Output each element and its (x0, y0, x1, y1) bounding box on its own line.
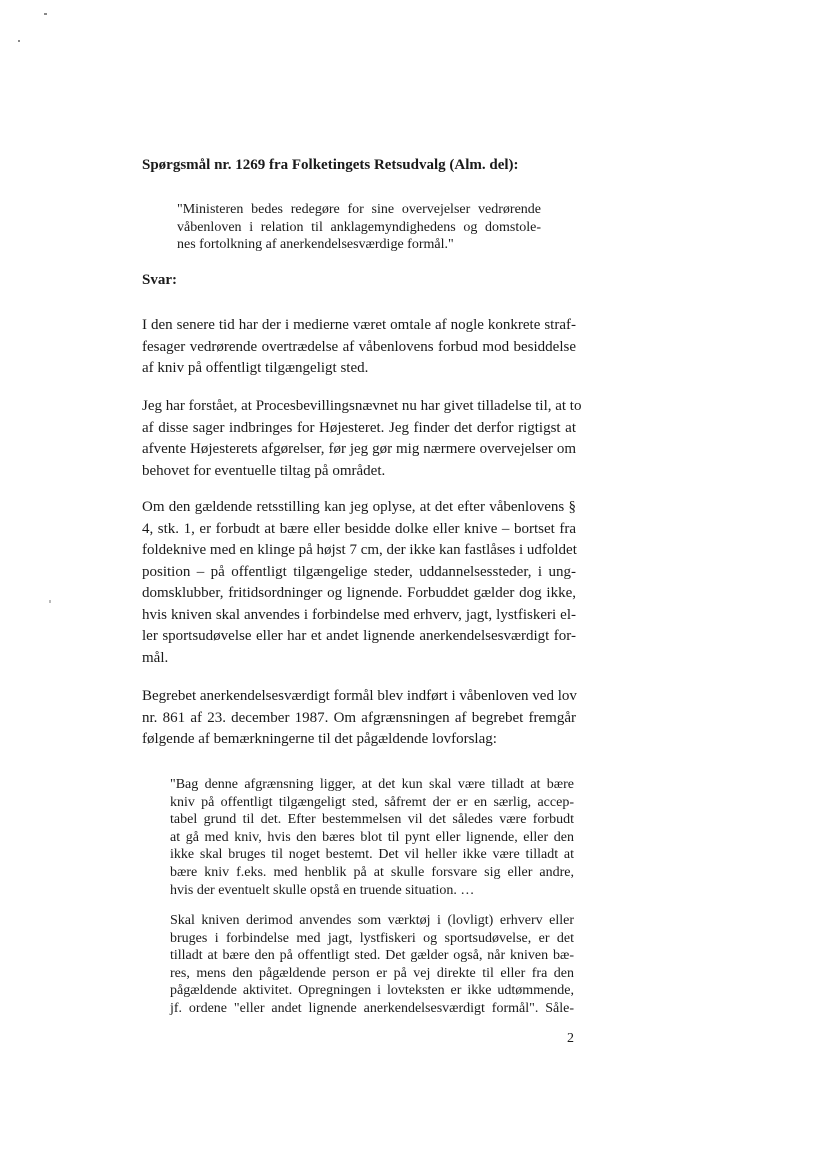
paragraph-line: Jeg har forstået, at Procesbevillingsnævnet nu har givet tilladelse til, at to (142, 398, 582, 414)
citation-line: "Bag denne afgrænsning ligger, at det kun skal være tilladt at bære (170, 777, 574, 792)
paragraph-line: domsklubber, fritidsordninger og lignende. Forbuddet gælder dog ikke, (142, 585, 576, 601)
scan-speck (49, 600, 51, 603)
paragraph-line: position – på offentligt tilgængelige steder, uddannelsessteder, i ung- (142, 563, 576, 580)
citation-1 (170, 776, 574, 899)
paragraph-line: nr. 861 af 23. december 1987. Om afgrænsningen af begrebet fremgår (142, 709, 576, 726)
paragraph-line: Om den gældende retsstilling kan jeg oplyse, at det efter våbenlovens § (142, 499, 576, 515)
paragraph-line: mål. (142, 649, 169, 666)
paragraph-line: 4, stk. 1, er forbudt at bære eller besidde dolke eller knive – bortset fra (142, 520, 576, 537)
paragraph-line: I den senere tid har der i medierne været omtale af nogle konkrete straf- (142, 317, 576, 333)
paragraph-1 (142, 315, 576, 380)
answer-label: Svar: (142, 272, 177, 288)
citation-line: res, mens den pågældende person er på vej direkte til eller fra den (170, 965, 574, 981)
citation-line: kniv på offentligt tilgængeligt sted, såfremt der er en særlig, accep- (170, 794, 574, 810)
paragraph-line: af kniv på offentligt tilgængeligt sted. (142, 360, 369, 376)
question-line: nes fortolkning af anerkendelsesværdige formål." (177, 237, 454, 252)
citation-line: at gå med kniv, hvis den bæres blot til pynt eller lignende, eller den (170, 829, 574, 845)
scan-speck (18, 40, 20, 42)
citation-line: tilladt at bære den på offentligt sted. Det gælder også, når kniven bæ- (170, 948, 574, 964)
paragraph-2 (142, 396, 582, 482)
paragraph-line: fesager vedrørende overtrædelse af våbenlovens forbud mod besiddelse (142, 338, 576, 355)
paragraph-3 (142, 497, 576, 669)
citation-line: hvis der eventuelt skulle opstå en truende situation. … (170, 882, 475, 898)
document-heading: Spørgsmål nr. 1269 fra Folketingets Retsudvalg (Alm. del): (142, 157, 519, 173)
question-quote (177, 201, 541, 254)
citation-line: pågældende aktivitet. Opregningen i lovteksten er ikke udtømmende, (170, 983, 574, 999)
question-line: våbenloven i relation til anklagemyndighedens og domstole- (177, 219, 541, 235)
paragraph-line: af disse sager indbringes for Højesteret. Jeg finder det derfor rigtigst at (142, 419, 576, 436)
paragraph-line: afvente Højesterets afgørelser, før jeg gør mig nærmere overvejelser om (142, 441, 576, 457)
paragraph-line: Begrebet anerkendelsesværdigt formål blev indført i våbenloven ved lov (142, 688, 577, 704)
citation-line: ikke skal bruges til noget bestemt. Det vil heller ikke være tilladt at (170, 847, 574, 863)
citation-line: Skal kniven derimod anvendes som værktøj i (lovligt) erhverv eller (170, 913, 574, 928)
question-line: "Ministeren bedes redegøre for sine overvejelser vedrørende (177, 202, 541, 217)
paragraph-4 (142, 686, 576, 751)
scan-speck (44, 13, 47, 15)
paragraph-line: ler sportsudøvelse eller har et andet lignende anerkendelsesværdigt for- (142, 628, 576, 644)
page-number: 2 (567, 1031, 574, 1046)
citation-line: jf. ordene "eller andet lignende anerkendelsesværdigt formål". Såle- (170, 1000, 574, 1016)
paragraph-line: hvis kniven skal anvendes i forbindelse med erhverv, jagt, lystfiskeri el- (142, 606, 576, 623)
citation-line: bære kniv f.eks. med henblik på at skulle forsvare sig eller andre, (170, 864, 574, 880)
paragraph-line: følgende af bemærkningerne til det pågældende lovforslag: (142, 731, 497, 747)
paragraph-line: foldeknive med en klinge på højst 7 cm, der ikke kan fastlåses i udfoldet (142, 542, 577, 558)
citation-2 (170, 912, 574, 1018)
paragraph-line: behovet for eventuelle tiltag på området. (142, 462, 386, 479)
citation-line: bruges i forbindelse med jagt, lystfiskeri og sportsudøvelse, er det (170, 930, 574, 946)
citation-line: tabel grund til det. Efter bestemmelsen vil det således være forbudt (170, 812, 574, 828)
